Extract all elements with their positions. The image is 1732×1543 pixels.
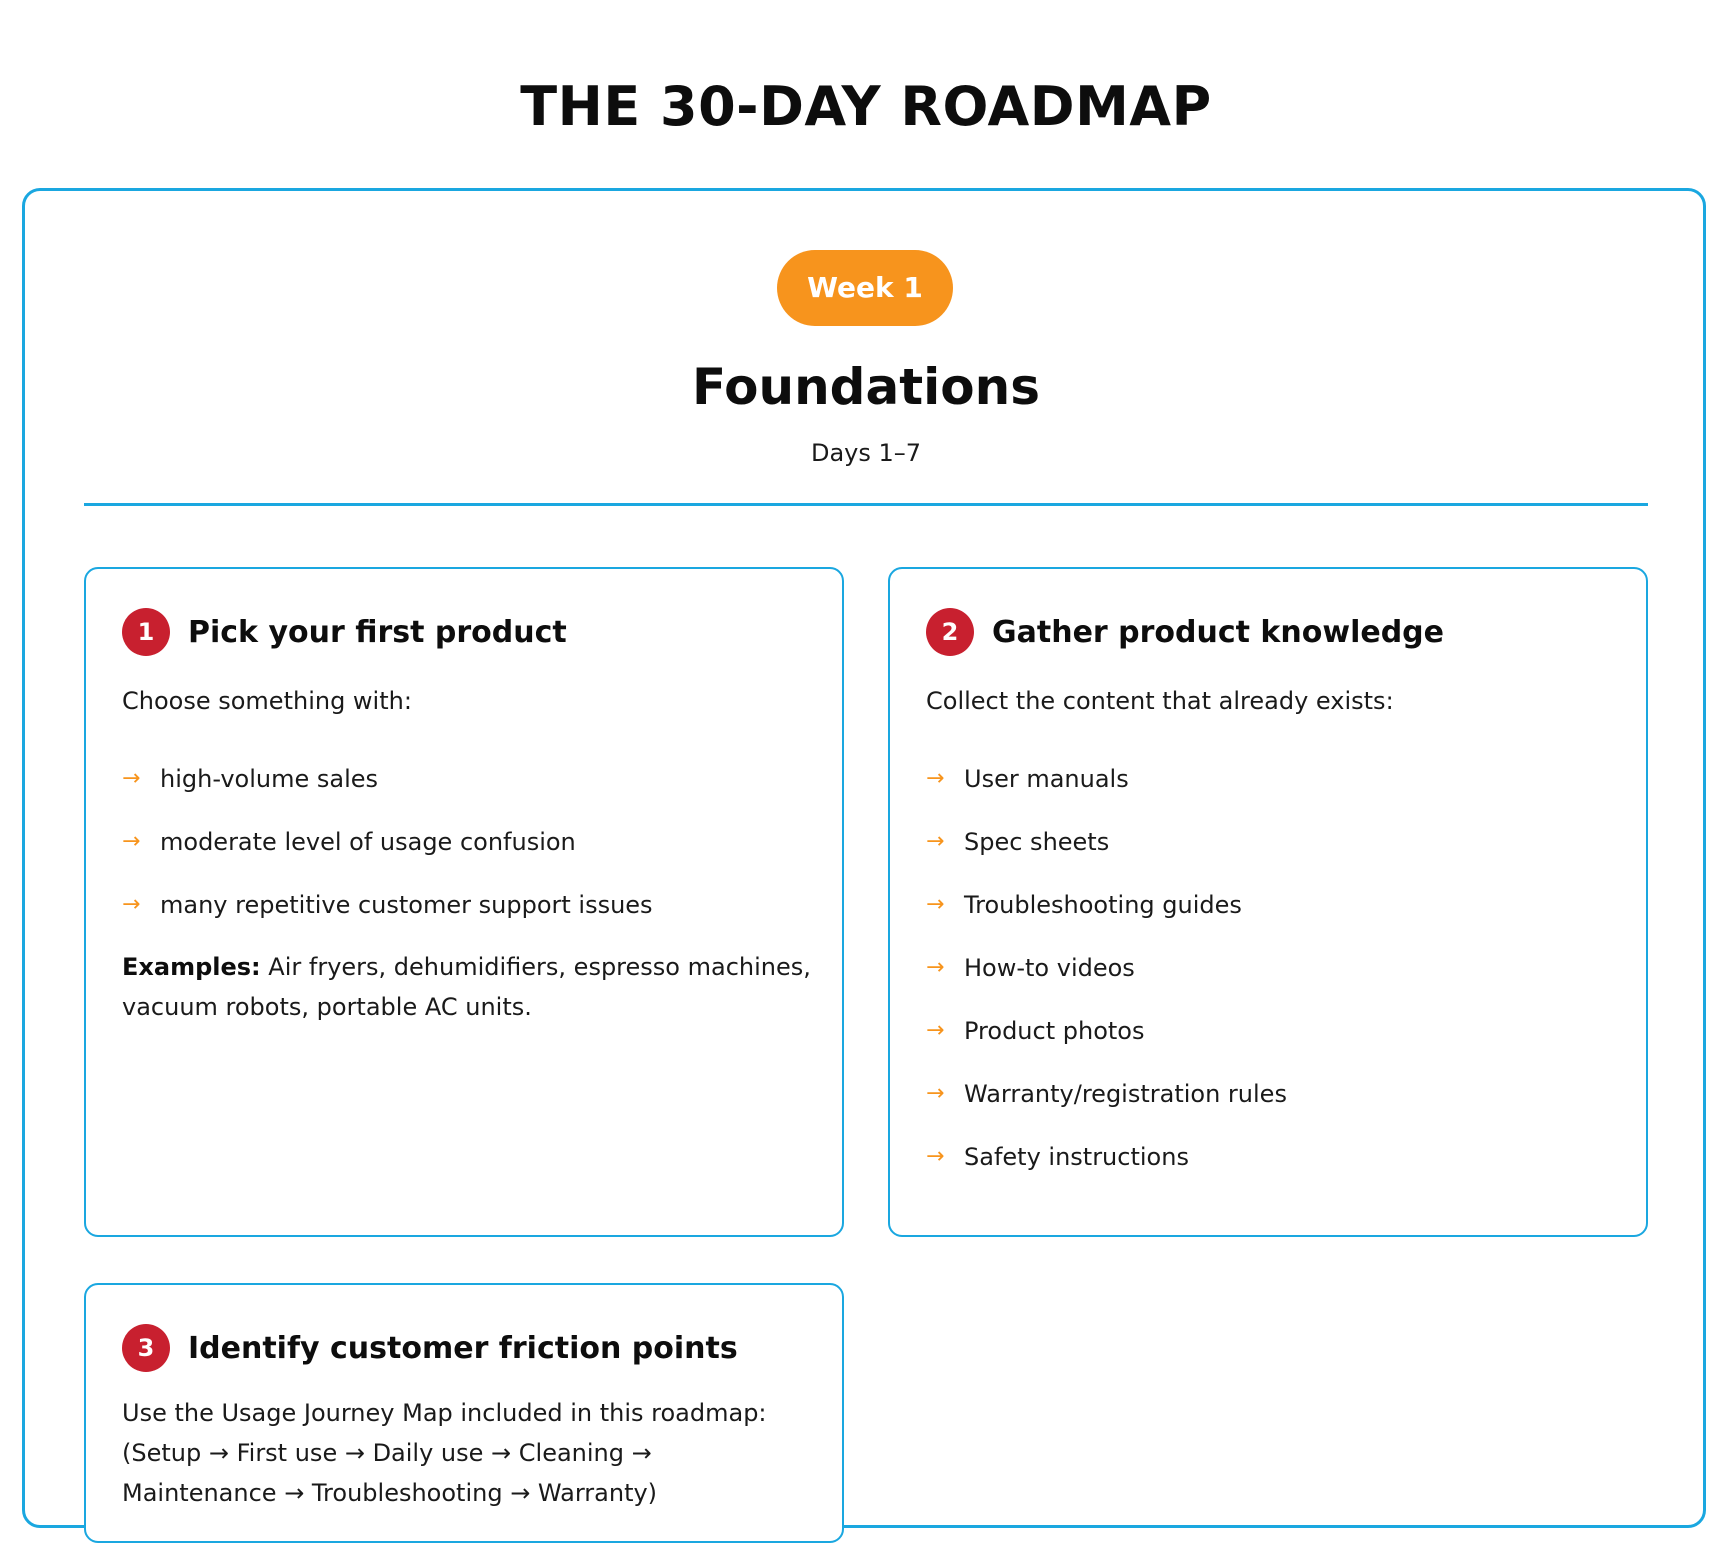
step-number-badge: 3 <box>122 1324 170 1372</box>
arrow-right-icon: → <box>926 829 945 854</box>
week-range: Days 1–7 <box>810 439 922 467</box>
journey-sequence: (Setup → First use → Daily use → Cleaning → Maintenance → Troubleshooting → Warranty) <box>122 1439 658 1507</box>
card-intro: Collect the content that already exists: <box>926 687 1394 715</box>
arrow-right-icon: → <box>926 1144 945 1169</box>
arrow-right-icon: → <box>926 1081 945 1106</box>
list-item-text: Warranty/registration rules <box>964 1079 1287 1108</box>
list-item <box>926 747 1616 810</box>
list-item <box>122 747 812 810</box>
examples-text <box>122 947 812 1027</box>
journey-text <box>122 1393 812 1513</box>
list-item-text: Spec sheets <box>964 827 1110 856</box>
list-item-text: many repetitive customer support issues <box>160 890 653 919</box>
list-item <box>926 999 1616 1062</box>
step-card-gather-knowledge <box>888 567 1648 1237</box>
list-item <box>926 873 1616 936</box>
card-header <box>926 607 1444 657</box>
card-header <box>122 607 567 657</box>
list-item-text: high-volume sales <box>160 764 379 793</box>
arrow-right-icon: → <box>122 892 141 917</box>
list-item <box>926 936 1616 999</box>
step-card-pick-product <box>84 567 844 1237</box>
card-header <box>122 1323 738 1373</box>
arrow-right-icon: → <box>926 766 945 791</box>
list-item <box>122 873 812 936</box>
examples-label: Examples: <box>122 953 261 981</box>
list-item <box>122 810 812 873</box>
bullet-list <box>122 747 812 936</box>
list-item <box>926 810 1616 873</box>
page-title: THE 30-DAY ROADMAP <box>520 75 1212 139</box>
arrow-right-icon: → <box>122 766 141 791</box>
week-badge: Week 1 <box>777 250 953 326</box>
list-item-text: moderate level of usage confusion <box>160 827 576 856</box>
step-number-badge: 2 <box>926 608 974 656</box>
list-item <box>926 1062 1616 1125</box>
card-title: Pick your first product <box>188 614 567 650</box>
card-title: Identify customer friction points <box>188 1330 738 1366</box>
list-item-text: Product photos <box>964 1016 1145 1045</box>
arrow-right-icon: → <box>926 955 945 980</box>
arrow-right-icon: → <box>926 892 945 917</box>
arrow-right-icon: → <box>122 829 141 854</box>
list-item-text: Safety instructions <box>964 1142 1189 1171</box>
step-card-friction-points <box>84 1283 844 1543</box>
list-item-text: User manuals <box>964 764 1129 793</box>
card-intro: Choose something with: <box>122 687 412 715</box>
card-intro: Use the Usage Journey Map included in this roadmap: <box>122 1399 767 1427</box>
section-divider <box>84 503 1648 506</box>
week-heading: Foundations <box>692 358 1040 416</box>
bullet-list <box>926 747 1616 1188</box>
arrow-right-icon: → <box>926 1018 945 1043</box>
examples-body: Air fryers, dehumidifiers, espresso machines, vacuum robots, portable AC units. <box>122 953 811 1021</box>
list-item-text: Troubleshooting guides <box>964 890 1242 919</box>
card-title: Gather product knowledge <box>992 614 1444 650</box>
list-item-text: How-to videos <box>964 953 1135 982</box>
step-number-badge: 1 <box>122 608 170 656</box>
list-item <box>926 1125 1616 1188</box>
